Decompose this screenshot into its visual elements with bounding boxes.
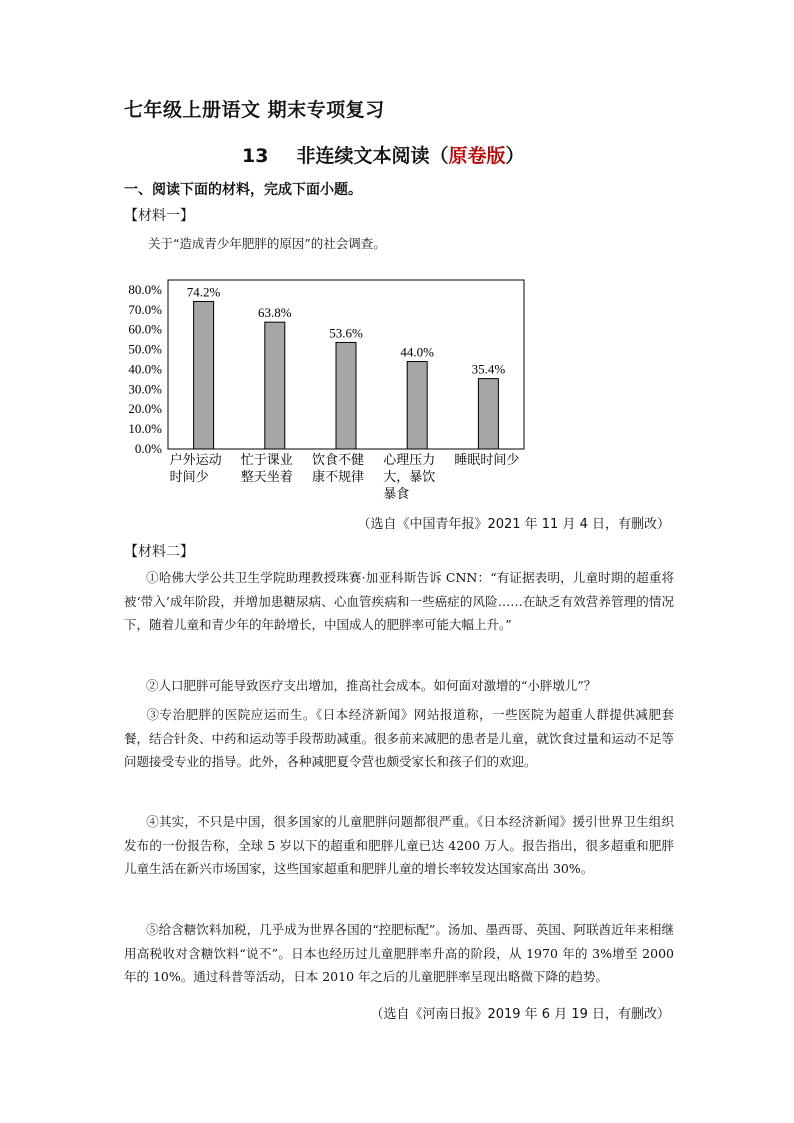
paragraph-2-text: ②人口肥胖可能导致医疗支出增加，推高社会成本。如何面对激增的“小胖墩儿”？ [146,678,597,693]
material1-label: 【材料一】 [124,208,194,224]
y-tick-label: 20.0% [128,401,162,417]
data-label: 44.0% [400,344,434,360]
lesson-title [242,141,525,168]
bar [265,322,285,449]
paragraph-1 [124,566,674,637]
page-title: 七年级上册语文 期末专项复习 [124,99,385,121]
material2-source: （选自《河南日报》2019 年 6 月 19 日，有删改） [370,1007,670,1022]
edition-label: 原卷版 [448,145,506,167]
paragraph-5 [124,918,674,989]
bar [194,301,214,449]
lesson-number: 13 [242,145,269,167]
y-tick-label: 70.0% [128,301,162,317]
paragraph-3 [124,703,674,774]
paragraph-4 [124,810,674,881]
data-label: 63.8% [258,305,292,321]
category-label: 大，暴饮 [383,470,436,485]
category-label: 户外运动 [169,453,222,468]
bar [407,362,427,449]
paragraph-2 [124,674,674,698]
category-label: 时间少 [169,470,209,485]
paragraph-4-text: ④其实，不只是中国，很多国家的儿童肥胖问题都很严重。《日本经济新闻》援引世界卫生组织发布的一份报告称，全球 5 岁以下的超重和肥胖儿童已达 4200 万人。报告指出，很多超重和肥胖儿童生活在新兴市场国家，这些国家超重和肥胖儿童的增长率较发达国家高出 30%。 [124,814,674,876]
question-instruction: 一、阅读下面的材料，完成下面小题。 [124,182,362,198]
material2-label: 【材料二】 [124,544,194,560]
material1-source: （选自《中国青年报》2021 年 11 月 4 日，有删改） [357,517,670,532]
category-label: 睡眠时间少 [454,453,520,468]
y-tick-label: 80.0% [128,281,162,297]
y-tick-label: 30.0% [128,381,162,397]
category-label: 心理压力 [383,453,436,468]
bar-chart [124,266,534,506]
y-tick-label: 60.0% [128,321,162,337]
survey-intro: 关于“造成青少年肥胖的原因”的社会调查。 [148,236,386,251]
category-label: 康不规律 [312,470,365,485]
paragraph-3-text: ③专治肥胖的医院应运而生。《日本经济新闻》网站报道称，一些医院为超重人群提供减肥套餐，结合针灸、中药和运动等手段帮助减重。很多前来减肥的患者是儿童，就饮食过量和运动不足等问题接受专业的指导。此外，各种减肥夏令营也颇受家长和孩子们的欢迎。 [124,707,675,769]
y-tick-label: 0.0% [134,441,162,456]
bar [478,379,498,449]
category-label: 忙于课业 [240,453,293,468]
data-label: 74.2% [186,284,221,300]
category-label: 暴食 [383,487,410,502]
lesson-topic-end: ） [505,145,525,167]
data-label: 53.6% [329,325,363,341]
y-tick-label: 40.0% [128,361,162,377]
paragraph-1-text: ①哈佛大学公共卫生学院助理教授珠赛·加亚科斯告诉 CNN：“有证据表明，儿童时期的超重将被‘带入’成年阶段，并增加患糖尿病、心血管疾病和一些癌症的风险……在缺乏有效营养管理的情况下，随着儿童和青少年的年龄增长，中国成人的肥胖率可能大幅上升。” [124,570,674,632]
lesson-topic: 非连续文本阅读（ [296,145,449,167]
y-tick-label: 50.0% [128,341,162,357]
data-label: 35.4% [471,361,506,377]
bar [336,342,356,449]
category-label: 整天坐着 [240,470,293,485]
paragraph-5-text: ⑤给含糖饮料加税，几乎成为世界各国的“控肥标配”。汤加、墨西哥、英国、阿联酋近年来相继用高税收对含糖饮料“说不”。日本也经历过儿童肥胖率升高的阶段，从 1970 年的 3%增至 2000 年的 10%。通过科普等活动，日本 2010 年之后的儿童肥胖率呈现出略微下降的趋势。 [124,922,674,984]
y-tick-label: 10.0% [128,421,162,437]
category-label: 饮食不健 [312,453,365,468]
